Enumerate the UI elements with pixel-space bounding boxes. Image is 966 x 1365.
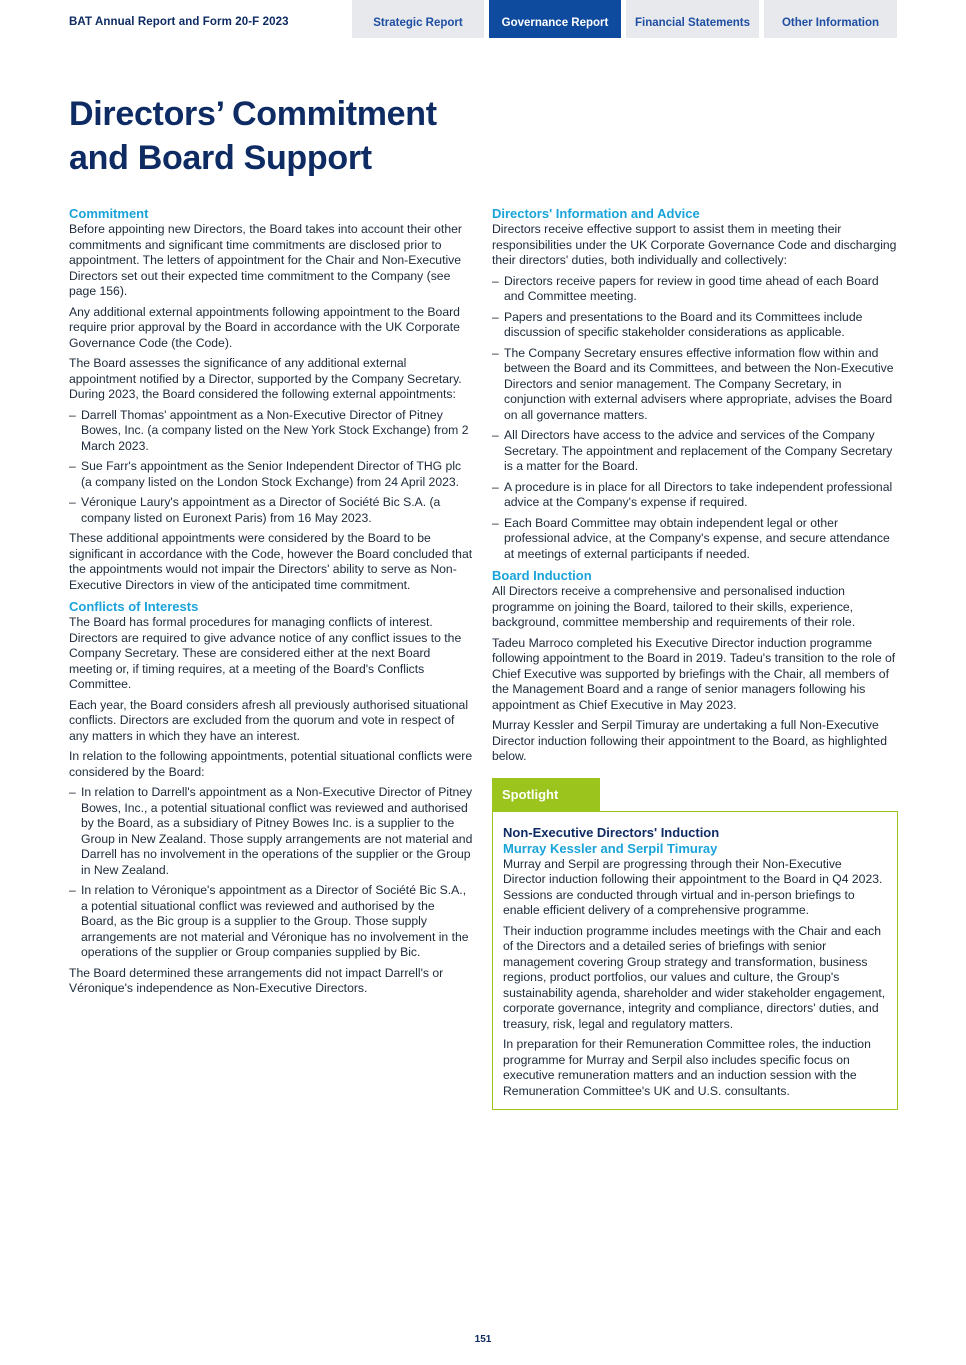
list-item: – The Company Secretary ensures effective information flow within and between the Board and its Committees, and between the Non-Executive Directors and senior management. The Company Secretary, in conjunction with external advisers where appropriate, advises the Board on all governance matters.: [492, 346, 898, 424]
spotlight-title: Non-Executive Directors' Induction: [503, 824, 720, 840]
conflicts-paragraph: In relation to the following appointments, potential situational conflicts were considered by the Board:: [69, 749, 473, 779]
directors-info-list: [492, 274, 898, 563]
list-item: – Papers and presentations to the Board and its Committees include discussion of specific stakeholder considerations as applicable.: [492, 310, 898, 341]
spotlight-box: [492, 811, 898, 1111]
left-column: [69, 205, 473, 1002]
list-item: – Véronique Laury's appointment as a Director of Société Bic S.A. (a company listed on Euronext Paris) from 16 May 2023.: [69, 495, 473, 526]
situational-conflicts-list: [69, 785, 473, 961]
page-title-line-1: Directors’ Commitment: [69, 95, 437, 133]
commitment-paragraph: The Board assesses the significance of any additional external appointment notified by a Director, supported by the Company Secretary. During 2023, the Board considered the following external appointments:: [69, 356, 462, 401]
conflicts-paragraph: The Board determined these arrangements did not impact Darrell's or Véronique's independence as Non-Executive Directors.: [69, 965, 444, 995]
external-appointments-list: [69, 408, 473, 527]
page-number: 151: [474, 1334, 492, 1345]
spotlight-paragraph: In preparation for their Remuneration Committee roles, the induction programme for Murray and Serpil also includes specific focus on executive remuneration matters and an induction session with the Remuneration Committee's UK and U.S. consultants.: [503, 1037, 871, 1098]
tab-governance-report[interactable]: Governance Report: [489, 0, 621, 38]
page-title: [69, 92, 437, 180]
page-title-line-2: and Board Support: [69, 139, 372, 177]
board-induction-paragraph: All Directors receive a comprehensive and personalised induction programme on joining the Board, tailored to their skills, experience, background, committee membership and requirements of their role.: [492, 584, 856, 629]
commitment-heading: Commitment: [69, 206, 149, 221]
spotlight-paragraph: Murray and Serpil are progressing through their Non-Executive Director induction following their appointment to the Board in Q4 2023. Sessions are conducted through virtual and in-person briefings to enable efficient delivery of a comprehensive programme.: [503, 856, 883, 917]
report-title: BAT Annual Report and Form 20-F 2023: [69, 16, 289, 28]
list-item: – Each Board Committee may obtain independent legal or other professional advice, at the Company's expense, and secure attendance at meetings of external participants if needed.: [492, 516, 898, 563]
list-item: – Darrell Thomas' appointment as a Non-Executive Director of Pitney Bowes, Inc. (a company listed on the New York Stock Exchange) from 2 March 2023.: [69, 408, 473, 455]
tab-other-information[interactable]: Other Information: [764, 0, 897, 38]
directors-info-paragraph: Directors receive effective support to assist them in meeting their responsibilities under the UK Corporate Governance Code and discharging their directors' duties, both individually and collectively:: [492, 222, 897, 267]
list-item: – A procedure is in place for all Directors to take independent professional advice at the Company's expense if required.: [492, 480, 898, 511]
right-column: [492, 205, 898, 1110]
list-item: – All Directors have access to the advice and services of the Company Secretary. The appointment and replacement of the Company Secretary is a matter for the Board.: [492, 428, 898, 475]
conflicts-heading: Conflicts of Interests: [69, 599, 199, 614]
conflicts-paragraph: The Board has formal procedures for managing conflicts of interest. Directors are required to give advance notice of any conflict issues to the Company Secretary. These are considered either at the next Board meeting or, if timing requires, at a meeting of the Board's Conflicts Committee.: [69, 615, 462, 691]
conflicts-paragraph: Each year, the Board considers afresh all previously authorised situational conflicts. Directors are excluded from the quorum and vote in respect of any matters in which they have an interest.: [69, 697, 469, 743]
tab-financial-statements[interactable]: Financial Statements: [626, 0, 759, 38]
list-item: – Directors receive papers for review in good time ahead of each Board and Committee meeting.: [492, 274, 898, 305]
commitment-paragraph: These additional appointments were considered by the Board to be significant in accordance with the Code, however the Board concluded that the appointments would not impair the Directors' ability to serve as Non-Executive Directors in view of the anticipated time commitment.: [69, 531, 473, 592]
spotlight-subtitle: Murray Kessler and Serpil Timuray: [503, 840, 718, 856]
board-induction-paragraph: Murray Kessler and Serpil Timuray are undertaking a full Non-Executive Director induction following their appointment to the Board, as highlighted below.: [492, 718, 887, 763]
top-navigation-bar: [0, 0, 966, 38]
commitment-paragraph: Before appointing new Directors, the Board takes into account their other commitments and significant time commitments are disclosed prior to appointment. The letters of appointment for the Chair and Non-Executive Directors set out their expected time commitment to the Company (see page 156).: [69, 222, 462, 298]
board-induction-heading: Board Induction: [492, 568, 592, 583]
commitment-paragraph: Any additional external appointments following appointment to the Board require prior approval by the Board in accordance with the UK Corporate Governance Code (the Code).: [69, 304, 460, 350]
spotlight-label: Spotlight: [492, 778, 600, 811]
list-item: – In relation to Darrell's appointment as a Non-Executive Director of Pitney Bowes, Inc., a potential situational conflict was reviewed and authorised by the Board, as a subsidiary of Pitney Bowes Inc. is a supplier to the Group in New Zealand. Those supply arrangements are not material and Darrell has no involvement in the operations of the supplier or the Group in New Zealand.: [69, 785, 473, 878]
list-item: – Sue Farr's appointment as the Senior Independent Director of THG plc (a company listed on the London Stock Exchange) from 24 April 2023.: [69, 459, 473, 490]
list-item: – In relation to Véronique's appointment as a Director of Société Bic S.A., a potential situational conflict was reviewed and authorised by the Board, as the Bic group is a supplier to the Group. Those supply arrangements are not material and Véronique has no involvement in the operations of the supplier or Group companies supplied by Bic.: [69, 883, 473, 961]
spotlight-paragraph: Their induction programme includes meetings with the Chair and each of the Directors and a detailed series of briefings with senior management covering Group strategy and transformation, business regions, product portfolios, our values and culture, the Group's sustainability agenda, shareholder and wider stakeholder engagement, corporate governance, integrity and compliance, directors' duties, and treasury, risk, legal and regulatory matters.: [503, 923, 886, 1031]
directors-info-heading: Directors' Information and Advice: [492, 206, 700, 221]
tab-strategic-report[interactable]: Strategic Report: [352, 0, 484, 38]
board-induction-paragraph: Tadeu Marroco completed his Executive Director induction programme following appointment to the Board in 2019. Tadeu's transition to the role of Chief Executive was supported by briefings with the Chair, all members of the Management Board and a range of senior managers following his appointment as Chief Executive in May 2023.: [492, 635, 896, 712]
